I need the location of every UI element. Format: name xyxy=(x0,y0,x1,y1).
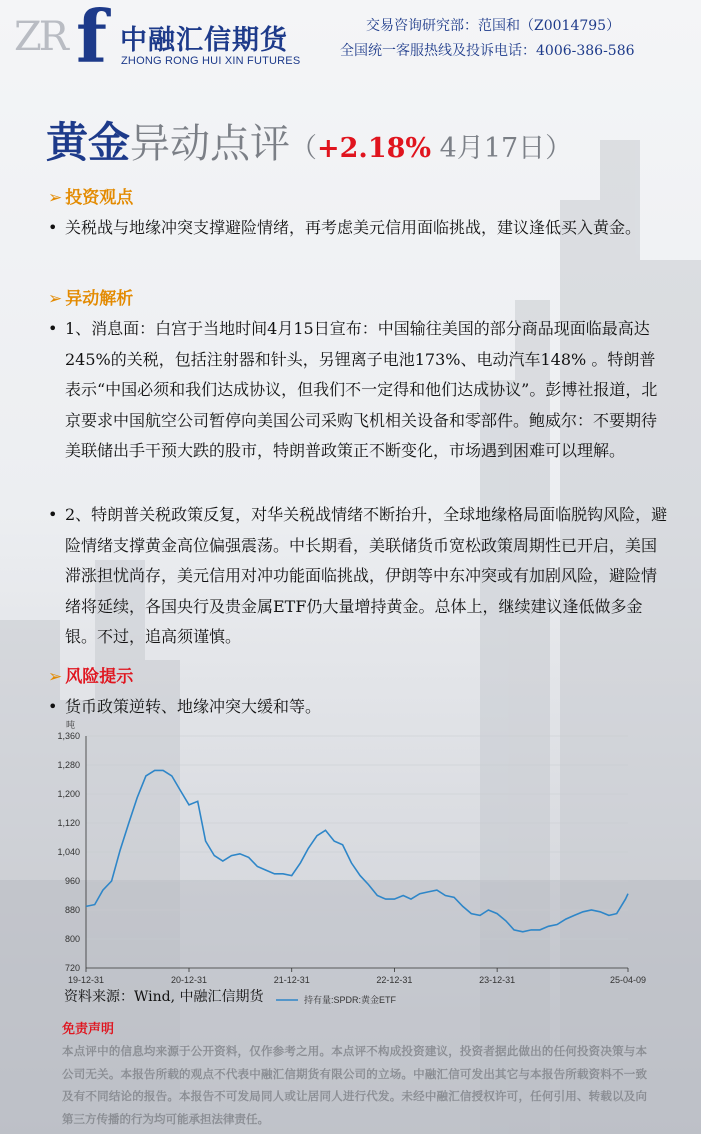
section-heading-view: ➢ 投资观点 xyxy=(48,188,134,208)
legend-label: 持有量:SPDR:黄金ETF xyxy=(304,995,397,1005)
analysis-paragraph-1: • 1、消息面：白宫于当地时间4月15日宣布：中国输往美国的部分商品现面临最高达245%的关税，包括注射器和针头，另锂离子电池173%、电动汽车148% 。特朗普表示“中国必须和我们达成协议，但我们不一定得和他们达成协议”。彭博社报道，北京要求中国航空公司暂停向美国公司采购飞机相关设备和零部件。鲍威尔：不要期待美联储出手干预大跌的股市，特朗普政策正不断变化，市场遇到困难可以理解。 xyxy=(48,314,668,467)
y-tick-label: 1,200 xyxy=(57,789,80,799)
arrow-icon: ➢ xyxy=(48,667,63,687)
y-tick-label: 720 xyxy=(64,963,80,973)
company-name-cn: 中融汇信期货 xyxy=(120,25,288,56)
title-change: +2.18% xyxy=(317,133,432,164)
x-tick-label: 20-12-31 xyxy=(170,975,208,985)
x-tick-label: 19-12-31 xyxy=(67,975,105,985)
bullet-icon: • xyxy=(48,319,58,338)
contact-hotline: 全国统一客服热线及投诉电话：4006-386-586 xyxy=(340,43,635,59)
title-paren: （ xyxy=(290,133,318,164)
y-axis-unit: 吨 xyxy=(66,720,76,730)
company-name-en: ZHONG RONG HUI XIN FUTURES xyxy=(121,55,301,67)
y-tick-label: 960 xyxy=(64,876,80,886)
x-tick-label: 21-12-31 xyxy=(273,975,310,985)
title-rest: 异动点评 xyxy=(130,121,291,167)
page-title xyxy=(46,110,572,170)
section-heading-risk: ➢ 风险提示 xyxy=(48,667,134,687)
disclaimer-body: 本点评中的信息均来源于公开资料，仅作参考之用。本点评不构成投资建议，投资者据此做出的任何投资决策与本公司无关。本报告所载的观点不代表中融汇信期货有限公司的立场。中融汇信可发出其它与本报告所载资料不一致及有不同结论的报告。本报告不可发局同人或让居同人进行代发。未经中融汇信授权许可，任何引用、转载以及向第三方传播的行为均可能承担法律责任。 xyxy=(62,1044,647,1126)
series-line xyxy=(86,770,628,931)
x-tick-label: 23-12-31 xyxy=(479,975,516,985)
y-tick-label: 800 xyxy=(64,934,80,944)
contact-researcher: 交易咨询研究部：范国和（Z0014795） xyxy=(366,18,621,34)
section-heading-analysis: ➢ 异动解析 xyxy=(48,289,134,309)
disclaimer-title: 免责声明 xyxy=(62,1022,115,1037)
x-tick-label: 25-04-09 xyxy=(609,975,647,985)
bullet-icon: • xyxy=(48,505,58,524)
chart-source: 资料来源：Wind, 中融汇信期货 xyxy=(64,989,264,1005)
risk-paragraph: • 货币政策逆转、地缘冲突大缓和等。 xyxy=(48,692,668,723)
x-tick-label: 22-12-31 xyxy=(376,975,413,985)
spdr-gold-chart xyxy=(40,716,660,1016)
arrow-icon: ➢ xyxy=(48,188,63,208)
bullet-icon: • xyxy=(48,218,58,237)
view-paragraph: • 关税战与地缘冲突支撑避险情绪，再考虑美元信用面临挑战，建议逢低买入黄金。 xyxy=(48,213,668,244)
y-tick-label: 1,120 xyxy=(57,818,80,828)
title-gold: 黄金 xyxy=(46,118,131,167)
y-tick-label: 1,360 xyxy=(57,731,80,741)
title-date: 4月17日） xyxy=(431,133,573,164)
bullet-icon: • xyxy=(48,697,58,716)
y-tick-label: 1,280 xyxy=(57,760,80,770)
arrow-icon: ➢ xyxy=(48,289,63,309)
y-tick-label: 1,040 xyxy=(57,847,80,857)
header xyxy=(0,0,701,79)
analysis-paragraph-2: • 2、特朗普关税政策反复，对华关税战情绪不断抬升，全球地缘格局面临脱钩风险，避险情绪支撑黄金高位偏强震荡。中长期看，美联储货币宽松政策周期性已开启，美国滞涨担忧尚存，美元信用对冲功能面临挑战，伊朗等中东冲突或有加剧风险，避险情绪将延续，各国央行及贵金属ETF仍大量增持黄金。总体上，继续建议逢低做多金银。不过，追高须谨慎。 xyxy=(48,500,668,653)
logo-mark: ZR xyxy=(14,14,66,60)
y-tick-label: 880 xyxy=(64,905,80,915)
logo-f-glyph: f xyxy=(76,0,107,79)
